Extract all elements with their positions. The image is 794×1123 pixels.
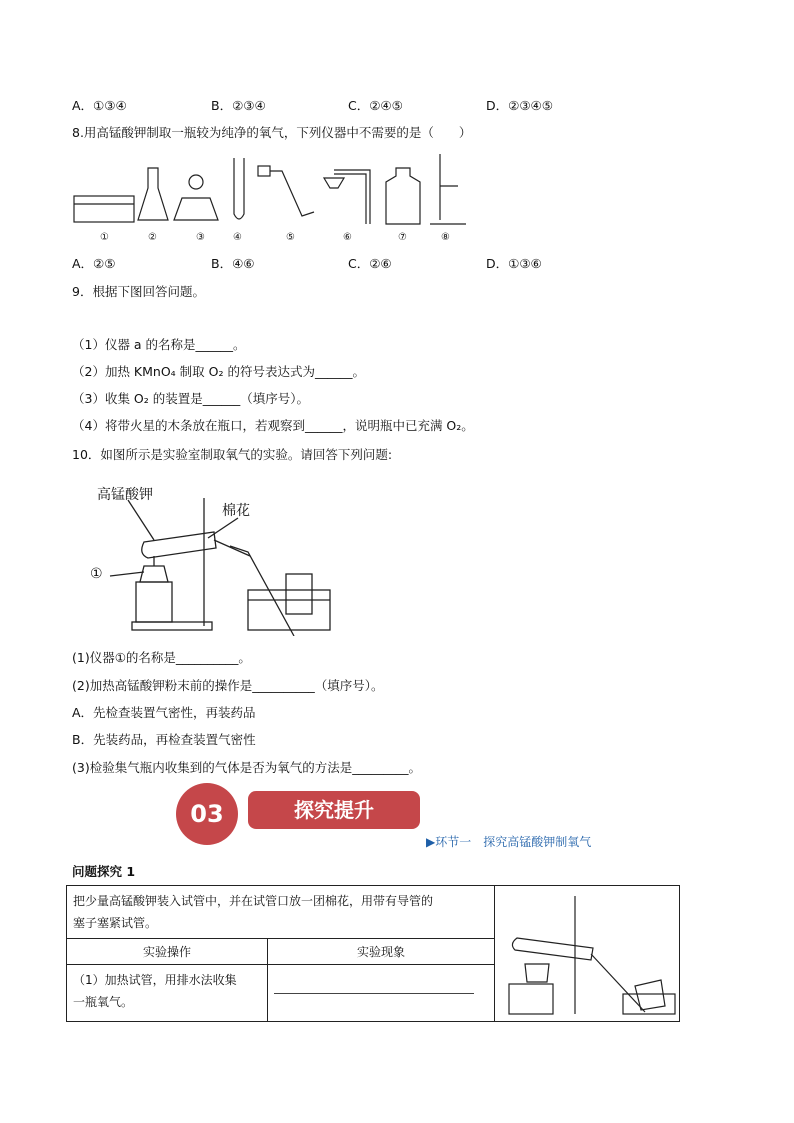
tube-drawing [324,178,344,188]
section-number-badge: 03 [176,783,238,845]
inquiry-intro [67,886,495,939]
q8-option-c: C．②⑥ [348,256,392,271]
q10-stem: 10．如图所示是实验室制取氧气的实验。请回答下列问题: [72,447,393,462]
inquiry-intro-line2: 塞子塞紧试管。 [73,916,158,930]
q10-item-1: (1)仪器①的名称是__________。 [72,650,251,665]
answer-blank-line [274,993,474,994]
q9-item-3: （3）收集 O₂ 的装置是______（填序号）。 [72,391,310,406]
stopper-tube-drawing [258,166,270,176]
q10-option-b: B．先装药品，再检查装置气密性 [72,732,256,747]
alcohol-lamp-drawing [174,198,218,220]
row1-operation-line1: （1）加热试管，用排水法收集 [73,973,237,987]
q8-apparatus-figure [70,148,480,233]
q8-option-b: B．④⑥ [211,256,255,271]
q7-option-d: D．②③④⑤ [486,98,553,113]
apparatus-label-7: ⑦ [398,232,407,243]
apparatus-label-3: ③ [196,232,205,243]
cotton-label: 棉花 [222,503,250,519]
section-title-banner: 探究提升 [248,791,420,829]
col-operation-header: 实验操作 [67,939,268,965]
q10-item-3: (3)检验集气瓶内收集到的气体是否为氧气的方法是_________。 [72,760,421,775]
apparatus-label-5: ⑤ [286,232,295,243]
q9-item-4: （4）将带火星的木条放在瓶口，若观察到______，说明瓶中已充满 O₂。 [72,418,474,433]
apparatus-label-1: ① [100,232,109,243]
q9-item-1: （1）仪器 a 的名称是______。 [72,337,246,352]
q10-item-2: (2)加热高锰酸钾粉末前的操作是__________（填序号）。 [72,678,384,693]
q8-option-d: D．①③⑥ [486,256,542,271]
water-trough-drawing [74,196,134,222]
row1-operation [67,965,268,1022]
q9-item-2: （2）加热 KMnO₄ 制取 O₂ 的符号表达式为______。 [72,364,365,379]
apparatus-label-8: ⑧ [441,232,450,243]
row1-operation-line2: 一瓶氧气。 [73,995,134,1009]
inquiry-title: 问题探究 1 [72,864,136,879]
gas-bottle-drawing [386,168,420,224]
apparatus-label-2: ② [148,232,157,243]
q7-option-b: B．②③④ [211,98,266,113]
col-phenomenon-header: 实验现象 [268,939,495,965]
section-subtitle: ▶环节一 探究高锰酸钾制氧气 [426,835,592,849]
conical-flask-drawing [138,168,168,220]
apparatus-label-6: ⑥ [343,232,352,243]
test-tube-drawing [234,158,244,219]
kmno4-label: 高锰酸钾 [97,487,153,503]
apparatus-label-4: ④ [233,232,242,243]
lamp-label: ① [90,566,103,582]
q8-option-a: A．②⑤ [72,256,116,271]
inquiry-table [66,885,680,1022]
q9-stem: 9．根据下图回答问题。 [72,284,205,299]
inquiry-intro-line1: 把少量高锰酸钾装入试管中，并在试管口放一团棉花，用带有导管的 [73,894,434,908]
row1-phenomenon-answer[interactable] [268,965,495,1022]
q10-option-a: A．先检查装置气密性，再装药品 [72,705,256,720]
q8-stem: 8.用高锰酸钾制取一瓶较为纯净的氧气，下列仪器中不需要的是（ ） [72,125,472,140]
inquiry-figure-cell [495,886,680,1022]
inquiry-apparatus-figure [495,886,679,1016]
q7-option-a: A．①③④ [72,98,127,113]
q7-option-c: C．②④⑤ [348,98,403,113]
